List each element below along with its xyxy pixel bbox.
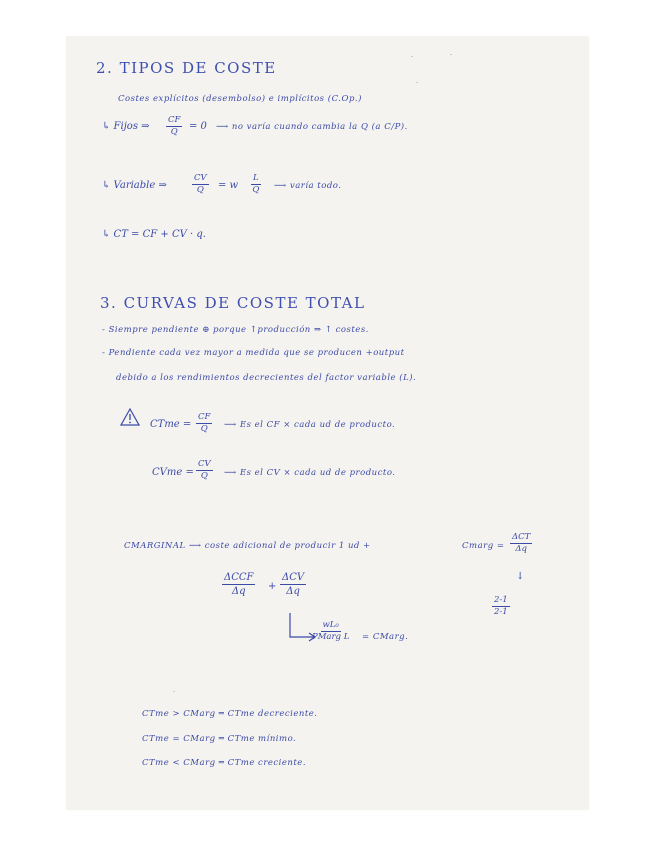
delta-ccf-denominator: Δq: [231, 586, 246, 597]
relation-creciente: CTme < CMarg ═ CTme creciente.: [142, 758, 307, 768]
variable-denominator-2: Q: [252, 185, 260, 196]
fijos-label: ↳ Fijos ⇒: [102, 121, 150, 132]
ratio-fraction: [492, 596, 510, 618]
costs-explicit-implicit-line: Costes explícitos (desembolso) e implícitos (C.Op.): [118, 94, 362, 104]
paper-speck: [416, 82, 418, 83]
ctme-denominator: Q: [200, 424, 208, 435]
ratio-numerator: 2-1: [492, 596, 510, 607]
cmarg-label: Cmarg =: [462, 541, 505, 551]
relation-decreciente: CTme > CMarg ═ CTme decreciente.: [142, 709, 318, 719]
wl-denominator: PMarg L: [312, 632, 350, 643]
total-cost-formula: ↳ CT = CF + CV · q.: [102, 229, 206, 240]
bullet-pendiente-positiva: - Siempre pendiente ⊕ porque ↑producción ⇒ ↑ costes.: [102, 325, 369, 335]
wl-fraction: [312, 621, 349, 643]
fijos-equals: = 0: [189, 121, 207, 132]
paper-speck: [411, 56, 413, 57]
paper-speck: [173, 691, 175, 692]
ratio-denominator: 2-1: [494, 607, 508, 618]
variable-equals-w: = w: [218, 180, 239, 191]
delta-cv-denominator: Δq: [286, 586, 300, 597]
bullet-pendiente-mayor: - Pendiente cada vez mayor a medida que se producen +output: [102, 348, 405, 358]
cvme-label: CVme =: [152, 467, 194, 478]
variable-numerator-2: L: [251, 174, 261, 185]
cmarg-denominator: Δq: [515, 544, 527, 555]
warning-triangle-icon: [120, 408, 140, 426]
delta-cv-fraction: [280, 572, 306, 597]
cmarginal-definition: CMARGINAL ⟶ coste adicional de producir 1 ud +: [124, 541, 371, 551]
bullet-pendiente-mayor-cont: debido a los rendimientos decrecientes del factor variable (L).: [116, 373, 417, 383]
relation-minimo: CTme = CMarg ═ CTme mínimo.: [142, 734, 297, 744]
cmarg-numerator: ΔCT: [510, 533, 532, 544]
cvme-denominator: Q: [200, 471, 208, 482]
plus-sign: +: [268, 581, 277, 592]
notebook-page: [66, 36, 589, 810]
wl-numerator: wL₀: [321, 621, 341, 632]
variable-description: ⟶ varía todo.: [274, 181, 342, 191]
variable-label: ↳ Variable ⇒: [102, 180, 167, 191]
ctme-numerator: CF: [196, 413, 212, 424]
arrow-down: ↓: [516, 571, 525, 582]
cvme-description: ⟶ Es el CV × cada ud de producto.: [224, 468, 396, 478]
delta-ccf-numerator: ΔCCF: [224, 572, 254, 583]
variable-fraction: [192, 174, 209, 196]
delta-ccf-fraction: [222, 572, 255, 597]
section-2-title: 2. TIPOS DE COSTE: [96, 59, 277, 77]
fijos-fraction: [166, 116, 182, 138]
variable-fraction-2: [251, 174, 261, 196]
paper-speck: [450, 54, 452, 55]
section-3-title: 3. CURVAS DE COSTE TOTAL: [100, 294, 366, 312]
ctme-fraction: [196, 413, 212, 435]
ctme-description: ⟶ Es el CF × cada ud de producto.: [224, 420, 396, 430]
fijos-denominator: Q: [170, 127, 178, 138]
wl-equals-cmarg: = CMarg.: [362, 632, 409, 642]
fijos-numerator: CF: [166, 116, 182, 127]
cvme-numerator: CV: [196, 460, 213, 471]
ctme-label: CTme =: [150, 419, 192, 430]
cvme-fraction: [196, 460, 213, 482]
delta-cv-numerator: ΔCV: [282, 572, 305, 583]
fijos-description: ⟶ no varía cuando cambia la Q (a C/P).: [216, 122, 408, 132]
cmarg-fraction: [510, 533, 532, 555]
variable-numerator: CV: [192, 174, 209, 185]
variable-denominator: Q: [196, 185, 204, 196]
